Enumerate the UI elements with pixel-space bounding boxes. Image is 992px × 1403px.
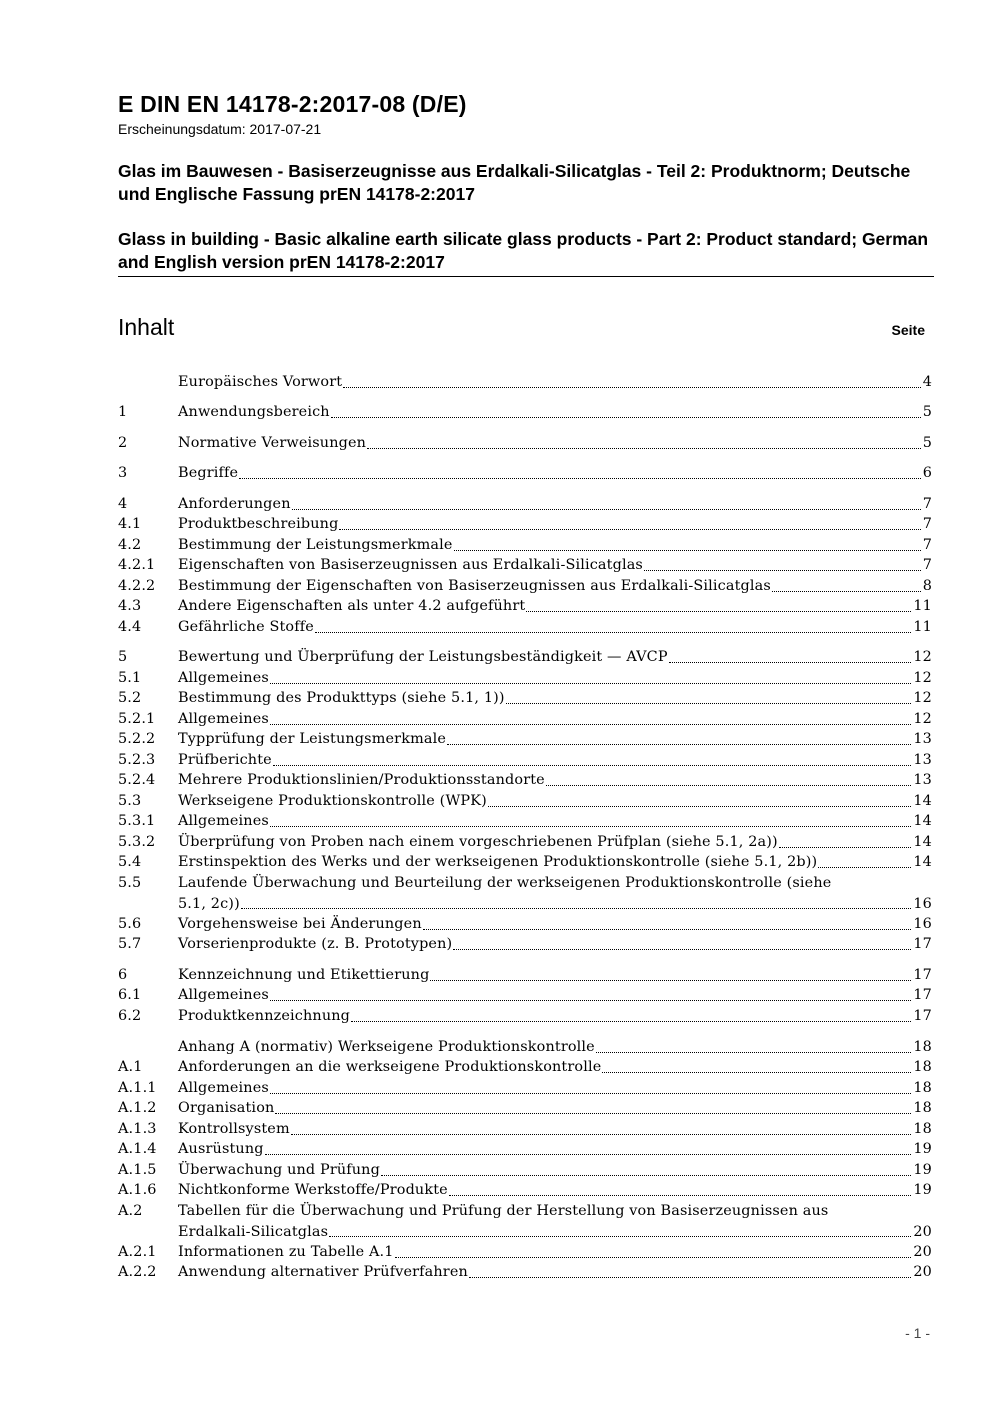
toc-entry-number: 6.1	[118, 987, 142, 1003]
toc-leader-dots	[339, 514, 920, 530]
toc-entry[interactable]	[118, 791, 932, 812]
toc-entry-page[interactable]: 4	[922, 374, 932, 390]
toc-leader-dots	[275, 1098, 911, 1114]
toc-entry[interactable]	[118, 494, 932, 515]
toc-entry[interactable]	[118, 985, 932, 1006]
toc-entry-page[interactable]: 14	[913, 813, 932, 829]
toc-entry-label[interactable]: Erstinspektion des Werks und der werkseigenen Produktionskontrolle (siehe 5.1, 2b))	[178, 854, 818, 870]
toc-entry-label[interactable]: Bestimmung der Eigenschaften von Basiserzeugnissen aus Erdalkali-Silicatglas	[178, 578, 771, 594]
toc-entry[interactable]	[118, 750, 932, 771]
toc-entry-number: 5.5	[118, 875, 142, 891]
toc-entry[interactable]	[118, 1119, 932, 1140]
toc-entry-label[interactable]: Allgemeines	[178, 1080, 269, 1096]
toc-leader-dots	[772, 576, 921, 592]
toc-leader-dots	[506, 688, 912, 704]
toc-leader-dots	[329, 1222, 911, 1238]
toc-entry-page[interactable]: 11	[913, 598, 932, 614]
toc-entry-label[interactable]: Anforderungen an die werkseigene Produktionskontrolle	[178, 1059, 602, 1075]
toc-entry-number: 5.4	[118, 854, 142, 870]
toc-entry[interactable]	[118, 1057, 932, 1078]
toc-entry-page[interactable]: 18	[913, 1080, 932, 1096]
toc-entry-page[interactable]: 11	[913, 619, 932, 635]
toc-leader-dots	[602, 1057, 911, 1073]
toc-leader-dots	[291, 1119, 912, 1135]
title-divider	[118, 276, 934, 277]
toc-entry-label[interactable]: Anforderungen	[178, 496, 291, 512]
toc-entry[interactable]	[118, 729, 932, 750]
toc-entry-page[interactable]: 18	[913, 1100, 932, 1116]
toc-entry-number: 5.1	[118, 670, 142, 686]
toc-leader-dots	[273, 750, 912, 766]
toc-entry-page[interactable]: 13	[913, 752, 932, 768]
toc-entry[interactable]	[118, 770, 932, 791]
toc-entry-page[interactable]: 6	[922, 465, 932, 481]
toc-leader-dots	[526, 596, 911, 612]
toc-entry-number: A.1.1	[118, 1080, 157, 1096]
toc-entry-number: 6	[118, 967, 128, 983]
toc-entry-label[interactable]: Gefährliche Stoffe	[178, 619, 314, 635]
toc-leader-dots	[265, 1139, 912, 1155]
toc-entry-number: 4.1	[118, 516, 142, 532]
toc-entry-number: 5.7	[118, 936, 142, 952]
toc-entry-number: 5.2.4	[118, 772, 156, 788]
toc-entry-page[interactable]: 18	[913, 1121, 932, 1137]
toc-leader-dots	[351, 1006, 911, 1022]
toc-entry-label[interactable]: Anhang A (normativ) Werkseigene Produktionskontrolle	[178, 1039, 595, 1055]
toc-entry-number: A.1.3	[118, 1121, 157, 1137]
toc-entry-page[interactable]: 12	[913, 690, 932, 706]
toc-entry-page[interactable]: 14	[913, 793, 932, 809]
toc-entry-number: 2	[118, 435, 128, 451]
toc-entry-label[interactable]: Allgemeines	[178, 711, 269, 727]
toc-entry-number: A.1.5	[118, 1162, 157, 1178]
toc-entry-label[interactable]: Kontrollsystem	[178, 1121, 290, 1137]
toc-leader-dots	[779, 832, 912, 848]
toc-entry-page[interactable]: 5	[922, 404, 932, 420]
toc-entry-page[interactable]: 14	[913, 834, 932, 850]
toc-entry-label[interactable]: Tabellen für die Überwachung und Prüfung der Herstellung von Basiserzeugnissen aus	[178, 1203, 829, 1219]
toc-entry-page[interactable]: 12	[913, 711, 932, 727]
toc-entry-page[interactable]: 7	[922, 496, 932, 512]
toc-entry-label[interactable]: Anwendungsbereich	[178, 404, 330, 420]
toc-entry-page[interactable]: 18	[913, 1059, 932, 1075]
toc-entry-label[interactable]: Begriffe	[178, 465, 239, 481]
toc-leader-dots	[454, 535, 921, 551]
toc-entry[interactable]	[118, 1180, 932, 1201]
toc-page-column-header: Seite	[891, 322, 925, 338]
toc-entry-number: A.2	[118, 1203, 143, 1219]
toc-entry-page[interactable]: 17	[913, 1008, 932, 1024]
toc-entry-label[interactable]: Normative Verweisungen	[178, 435, 367, 451]
toc-entry-number: 6.2	[118, 1008, 142, 1024]
toc-entry-label[interactable]: Informationen zu Tabelle A.1	[178, 1244, 394, 1260]
toc-entry-number: 4.2	[118, 537, 142, 553]
toc-entry-number: A.2.1	[118, 1244, 157, 1260]
toc-entry-page[interactable]: 19	[913, 1141, 932, 1157]
toc-entry-number: 5.6	[118, 916, 142, 932]
toc-entry-label[interactable]: Allgemeines	[178, 670, 269, 686]
toc-entry[interactable]	[118, 1242, 932, 1263]
toc-entry-page[interactable]: 17	[913, 967, 932, 983]
document-title: E DIN EN 14178-2:2017-08 (D/E)	[118, 91, 467, 117]
toc-entry[interactable]	[118, 402, 932, 423]
toc-leader-dots	[315, 617, 912, 633]
toc-entry[interactable]	[118, 596, 932, 617]
toc-entry-page[interactable]: 12	[913, 649, 932, 665]
title-english: Glass in building - Basic alkaline earth silicate glass products - Part 2: Product standard; German and English version prEN 14178-2:2017	[118, 229, 929, 272]
toc-heading: Inhalt	[118, 314, 175, 340]
toc-leader-dots	[239, 463, 921, 479]
toc-entry[interactable]	[118, 535, 932, 556]
toc-leader-dots	[270, 709, 911, 725]
toc-entry-label[interactable]: Produktkennzeichnung	[178, 1008, 351, 1024]
toc-leader-dots	[270, 985, 911, 1001]
toc-entry-page[interactable]: 13	[913, 772, 932, 788]
toc-leader-dots	[447, 729, 911, 745]
toc-entry-number: 4.4	[118, 619, 142, 635]
toc-entry[interactable]	[118, 914, 932, 935]
title-german: Glas im Bauwesen - Basiserzeugnisse aus Erdalkali-Silicatglas - Teil 2: Produktnorm; Deutsche und Englische Fassung prEN 14178-2:2017	[118, 161, 911, 204]
toc-leader-dots	[241, 894, 912, 910]
toc-entry-page[interactable]: 19	[913, 1162, 932, 1178]
toc-entry-label[interactable]: Überprüfung von Proben nach einem vorgeschriebenen Prüfplan (siehe 5.1, 2a))	[178, 834, 778, 850]
toc-entry-label[interactable]: Vorserienprodukte (z. B. Prototypen)	[178, 936, 453, 952]
toc-entry-label[interactable]: Organisation	[178, 1100, 275, 1116]
toc-entry[interactable]	[118, 576, 932, 597]
toc-leader-dots	[395, 1242, 912, 1258]
toc-leader-dots	[270, 811, 911, 827]
toc-entry-page[interactable]: 13	[913, 731, 932, 747]
toc-entry-page[interactable]: 17	[913, 987, 932, 1003]
toc-entry-number: 4.2.1	[118, 557, 156, 573]
toc-leader-dots	[669, 647, 912, 663]
toc-entry-page[interactable]: 18	[913, 1039, 932, 1055]
toc-entry-label[interactable]: Nichtkonforme Werkstoffe/Produkte	[178, 1182, 448, 1198]
toc-entry-label[interactable]: Allgemeines	[178, 987, 269, 1003]
toc-entry-number: 5.2.1	[118, 711, 156, 727]
toc-entry-number: A.1.2	[118, 1100, 157, 1116]
toc-leader-dots	[449, 1180, 912, 1196]
toc-entry[interactable]	[118, 1078, 932, 1099]
toc-leader-dots	[546, 770, 912, 786]
toc-entry[interactable]	[118, 1201, 932, 1242]
toc-entry-page[interactable]: 16	[913, 895, 932, 912]
publication-date: Erscheinungsdatum: 2017-07-21	[118, 121, 322, 137]
toc-leader-dots	[270, 668, 911, 684]
toc-entry[interactable]	[118, 647, 932, 668]
toc-entry[interactable]	[118, 1037, 932, 1058]
toc-entry-number: 5.2.3	[118, 752, 156, 768]
toc-leader-dots	[367, 433, 921, 449]
toc-leader-dots	[381, 1160, 911, 1176]
toc-entry-number: 5.3.2	[118, 834, 156, 850]
toc-entry-label[interactable]: Mehrere Produktionslinien/Produktionsstandorte	[178, 772, 545, 788]
toc-entry-label-continued[interactable]: 5.1, 2c))	[178, 895, 240, 912]
toc-entry[interactable]	[118, 1160, 932, 1181]
toc-entry-number: 5.3	[118, 793, 142, 809]
toc-entry[interactable]	[118, 668, 932, 689]
toc-entry-page[interactable]: 7	[922, 516, 932, 532]
toc-entry[interactable]	[118, 832, 932, 853]
toc-entry-page[interactable]: 7	[922, 557, 932, 573]
toc-leader-dots	[818, 852, 911, 868]
toc-leader-dots	[292, 494, 921, 510]
toc-entry-number: 4.2.2	[118, 578, 156, 594]
toc-entry-page[interactable]: 5	[922, 435, 932, 451]
toc-entry-page[interactable]: 20	[913, 1244, 932, 1260]
toc-entry-label[interactable]: Prüfberichte	[178, 752, 272, 768]
toc-entry[interactable]	[118, 555, 932, 576]
toc-entry[interactable]	[118, 811, 932, 832]
toc-entry-page[interactable]: 17	[913, 936, 932, 952]
toc-entry[interactable]	[118, 1098, 932, 1119]
toc-entry-label-continued[interactable]: Erdalkali-Silicatglas	[178, 1223, 329, 1240]
toc-entry-label[interactable]: Anwendung alternativer Prüfverfahren	[178, 1264, 468, 1280]
toc-leader-dots	[343, 372, 921, 388]
toc-entry-number: 4.3	[118, 598, 142, 614]
toc-entry-number: A.1	[118, 1059, 143, 1075]
toc-entry-label[interactable]: Bestimmung der Leistungsmerkmale	[178, 537, 453, 553]
toc-entry-label[interactable]: Produktbeschreibung	[178, 516, 339, 532]
toc-leader-dots	[488, 791, 911, 807]
toc-entry[interactable]	[118, 514, 932, 535]
toc-entry-label[interactable]: Laufende Überwachung und Beurteilung der werkseigenen Produktionskontrolle (siehe	[178, 875, 832, 891]
toc-entry-label[interactable]: Typprüfung der Leistungsmerkmale	[178, 731, 447, 747]
toc-entry-label[interactable]: Vorgehensweise bei Änderungen	[178, 916, 422, 932]
toc-entry-page[interactable]: 12	[913, 670, 932, 686]
toc-entry[interactable]	[118, 1262, 932, 1283]
toc-entry-label[interactable]: Werkseigene Produktionskontrolle (WPK)	[178, 793, 487, 809]
toc-leader-dots	[270, 1078, 911, 1094]
toc-entry-label[interactable]: Bestimmung des Produkttyps (siehe 5.1, 1))	[178, 690, 505, 706]
toc-entry-page[interactable]: 7	[922, 537, 932, 553]
toc-entry[interactable]	[118, 852, 932, 873]
toc-entry-number: 3	[118, 465, 128, 481]
toc-entry-label[interactable]: Ausrüstung	[178, 1141, 264, 1157]
toc-entry[interactable]	[118, 372, 932, 393]
toc-leader-dots	[453, 934, 911, 950]
toc-entry-label[interactable]: Kennzeichnung und Etikettierung	[178, 967, 430, 983]
toc-leader-dots	[423, 914, 912, 930]
toc-leader-dots	[469, 1262, 911, 1278]
toc-entry-label[interactable]: Allgemeines	[178, 813, 269, 829]
toc-entry-page[interactable]: 20	[913, 1264, 932, 1280]
toc-entry-page[interactable]: 16	[913, 916, 932, 932]
toc-entry[interactable]	[118, 1006, 932, 1027]
toc-entry-page[interactable]: 19	[913, 1182, 932, 1198]
toc-entry[interactable]	[118, 433, 932, 454]
toc-entry-page[interactable]: 14	[913, 854, 932, 870]
page-number: - 1 -	[905, 1325, 930, 1341]
toc-entry-number: 1	[118, 404, 128, 420]
toc-entry[interactable]	[118, 709, 932, 730]
toc-entry-number: A.1.6	[118, 1182, 157, 1198]
toc-entry-page[interactable]: 8	[922, 578, 932, 594]
toc-entry-number: 5	[118, 649, 128, 665]
toc-entry-number: A.2.2	[118, 1264, 157, 1280]
toc-entry[interactable]	[118, 965, 932, 986]
toc-entry-label[interactable]: Eigenschaften von Basiserzeugnissen aus Erdalkali-Silicatglas	[178, 557, 643, 573]
toc-entry-number: 5.3.1	[118, 813, 156, 829]
toc-entry-number: 5.2.2	[118, 731, 156, 747]
toc-entry-number: 5.2	[118, 690, 142, 706]
toc-entry[interactable]	[118, 617, 932, 638]
toc-entry-number: 4	[118, 496, 128, 512]
toc-entry-label[interactable]: Überwachung und Prüfung	[178, 1162, 380, 1178]
toc-entry-page[interactable]: 20	[913, 1223, 932, 1240]
toc-entry[interactable]	[118, 873, 932, 914]
toc-entry-label[interactable]: Europäisches Vorwort	[178, 374, 343, 390]
toc-leader-dots	[644, 555, 921, 571]
toc-entry[interactable]	[118, 1139, 932, 1160]
toc-leader-dots	[596, 1037, 912, 1053]
toc-leader-dots	[430, 965, 911, 981]
toc-entry-number: A.1.4	[118, 1141, 157, 1157]
toc-entry[interactable]	[118, 688, 932, 709]
toc-entry[interactable]	[118, 934, 932, 955]
toc-entry-label[interactable]: Andere Eigenschaften als unter 4.2 aufgeführt	[178, 598, 526, 614]
toc-entry-label[interactable]: Bewertung und Überprüfung der Leistungsbeständigkeit — AVCP	[178, 649, 668, 665]
toc-entry[interactable]	[118, 463, 932, 484]
toc-leader-dots	[331, 402, 921, 418]
